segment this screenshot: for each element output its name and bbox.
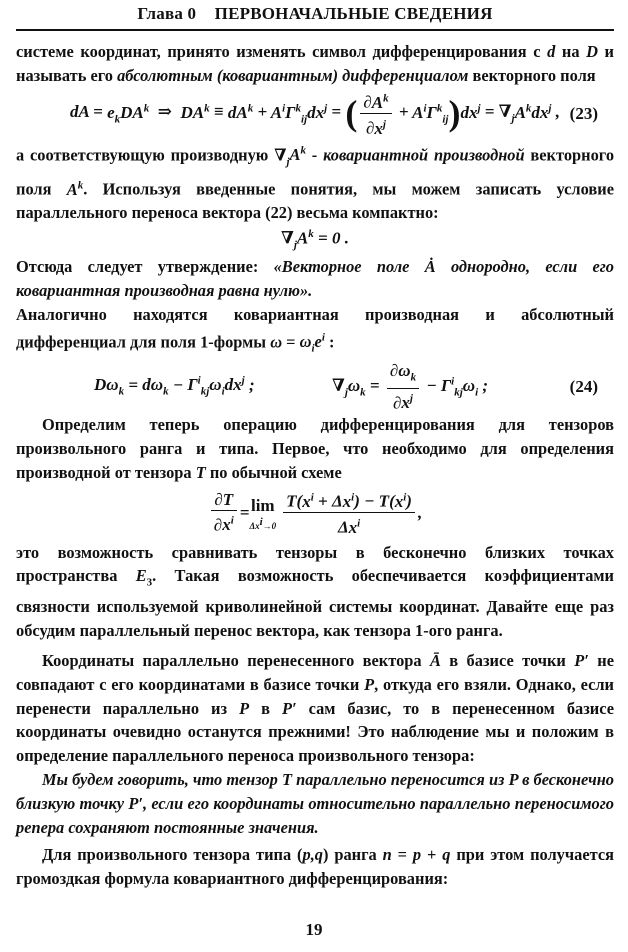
page-body xyxy=(16,40,614,891)
paragraph-6: это возможность сравнивать тензоры в бесконечно близких точках пространства $E_3$. Такая возможность обеспечивается коэффициентами связности используемой криволинейной системы координат. Давайте еще раз обсудим параллельный перенос вектора, как тензора 1-ого ранга. xyxy=(16,542,614,641)
equation-limit: $\frac{\partial T}{\partial x^i}$ = lim $\Delta x^i\to 0$ $\frac{T(x^i + \Delta x^i) - T(x^i)}{\Delta x^i}$ , xyxy=(16,485,614,541)
paragraph-3: Отсюда следует утверждение: «Векторное поле Ȧ однородно, если его ковариантная производная равна нулю». xyxy=(16,257,614,300)
equation-zero-derivative: $\nabla_jA^k = 0$ . xyxy=(281,227,349,251)
chapter-title: ПЕРВОНАЧАЛЬНЫЕ СВЕДЕНИЯ xyxy=(214,4,493,23)
paragraph-1: системе координат, принято изменять символ дифференцирования с d на D и называть его абсолютным (ковариантным) дифференциалом векторного поля xyxy=(16,42,614,85)
equation-number-24: (24) xyxy=(569,377,598,397)
chapter-label: Глава 0 xyxy=(137,4,197,23)
paragraph-2: а соответствующую производную $\nabla_jA^k$ - ковариантной производной векторного поля $A^k$. Используя введенные понятия, мы можем записать условие параллельного переноса вектора (22) весьма компактно: xyxy=(16,144,615,223)
equation-23: dA = $e_kDA^k$ ⇒ $DA^k \equiv dA^k + A^i\Gamma^k_{ij}dx^j$ = ( $\frac{\partial A^k}{\partial x^j}$ + $A^i\Gamma^k_{ij})dx^j = \nabla_jA^kdx^j$ , (23) xyxy=(16,88,614,140)
equation-24: $D\omega_k = d\omega_k - \Gamma^i_{kj}\omega_idx^j$ ; $\nabla_j\omega_k$ = $\frac{\partial\omega_k}{\partial x^j}$ − $\Gamma^i_{kj}\omega_i$ ; (24) xyxy=(94,361,598,413)
paragraph-4: Аналогично находятся ковариантная производная и абсолютный дифференциал для поля 1-формы $\omega = \omega_ie^i$ : xyxy=(16,304,614,355)
paragraph-8-definition: Мы будем говорить, что тензор T параллельно переносится из P в бесконечно близкую точку P′, если его координаты относительно параллельно переносимого репера сохраняют постоянные значения. xyxy=(16,769,614,837)
paragraph-5: Определим теперь операцию дифференцирования для тензоров произвольного ранга и типа. Первое, что необходимо для определения производной от тензора T по обычной схеме xyxy=(16,415,614,482)
page-number: 19 xyxy=(305,920,323,939)
paragraph-7: Координаты параллельно перенесенного вектора Ā в базисе точки P′ не совпадают с его координатами в базисе точки P, откуда его взяли. Однако, если перенести параллельно из P в P′ сам базис, то в перенесенном базисе координаты очевидно останутся прежними! Это наблюдение мы и положим в определение параллельного переноса произвольного тензора: xyxy=(16,651,614,766)
running-header xyxy=(16,4,614,31)
equation-number-23: (23) xyxy=(569,103,598,123)
paragraph-9: Для произвольного тензора типа (p,q) ранга n = p + q при этом получается громоздкая формула ковариантного дифференцирования: xyxy=(16,845,614,889)
